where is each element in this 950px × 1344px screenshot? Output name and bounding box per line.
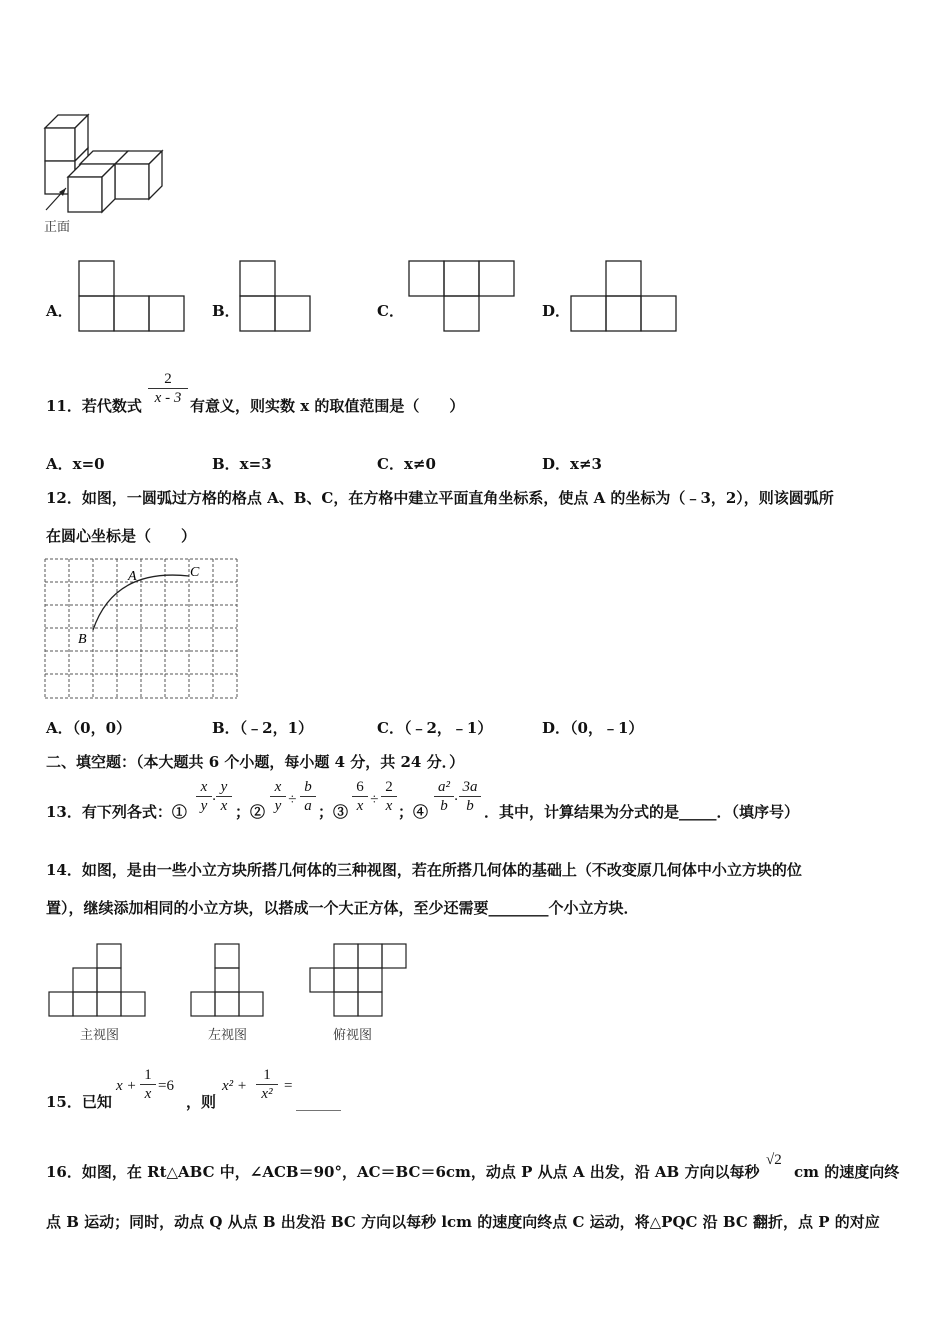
q13-e1-op: ·: [212, 792, 216, 808]
q10-option-d-label: D．: [542, 302, 571, 320]
q14-stem-line1: 14．如图，是由一些小立方块所搭几何体的三种视图，若在所搭几何体的基础上（不改变原几何体中小立方块的位: [46, 861, 802, 879]
q13-e1-d2: x: [220, 798, 228, 814]
q13-e4-op: ·: [454, 792, 458, 808]
q13-e1-n1: x: [196, 778, 212, 797]
q14-front-view-label: 主视图: [80, 1028, 120, 1043]
q12-option-c[interactable]: C．（﹣2，﹣1）: [377, 719, 493, 737]
q11-stem-pre: 11．若代数式: [46, 397, 142, 415]
q16-line1-pre: 16．如图，在 Rt△ABC 中，∠ACB＝90°，AC＝BC＝6cm，动点 P 从点 A 出发，沿 AB 方向以每秒: [46, 1163, 760, 1181]
q16-line2: 点 B 运动；同时，动点 Q 从点 B 出发沿 BC 方向以每秒 lcm 的速度向终点 C 运动，将△PQC 沿 BC 翻折，点 P 的对应: [46, 1213, 880, 1231]
q14-left-view-label: 左视图: [208, 1028, 248, 1043]
q15-answer-blank[interactable]: ______: [296, 1093, 341, 1111]
q13-e4-d1: b: [440, 798, 448, 814]
q15-lhs-den: x: [144, 1086, 152, 1102]
q11-option-a[interactable]: A．x=0: [46, 455, 105, 473]
q10-option-a-label: A．: [46, 302, 73, 320]
q13-e3-d2: x: [385, 798, 393, 814]
q15-lhs-x: x +: [116, 1078, 137, 1094]
q13-e3-d1: x: [356, 798, 364, 814]
q12-option-d[interactable]: D．（0，﹣1）: [542, 719, 644, 737]
q12-grid-figure: [44, 558, 238, 700]
q13-e1-frac1: [196, 778, 212, 815]
q11-frac-num: 2: [148, 370, 188, 389]
q13-stem-post: ．其中，计算结果为分式的是_____．（填序号）: [484, 803, 800, 821]
q13-e1-frac2: [216, 778, 232, 815]
q10-option-a-figure[interactable]: [78, 260, 186, 332]
q15-rhs-eq: =: [284, 1078, 293, 1094]
q14-top-view-label: 俯视图: [333, 1028, 373, 1043]
q13-connector-3: ；③: [318, 803, 349, 821]
q13-e4-frac2: [459, 778, 481, 815]
q14-top-view: [309, 943, 409, 1017]
q13-e2-d2: a: [304, 798, 312, 814]
q14-front-view: [48, 943, 148, 1017]
q15-rhs-x: x² +: [222, 1078, 248, 1094]
q13-e4-n2: 3a: [459, 778, 481, 797]
q13-e3-n2: 2: [381, 778, 397, 797]
q16-sqrt: √2: [766, 1152, 782, 1168]
q16-line1-post: cm 的速度向终: [794, 1163, 900, 1181]
q13-connector-4: ；④: [398, 803, 429, 821]
q13-e2-d1: y: [274, 798, 282, 814]
q13-e2-op: ÷: [288, 792, 297, 808]
q12-option-a[interactable]: A．（0，0）: [46, 719, 132, 737]
q13-e1-n2: y: [216, 778, 232, 797]
q12-point-c: C: [190, 565, 200, 580]
q12-stem-line2: 在圆心坐标是（ ）: [46, 527, 197, 545]
q15-lhs-eq: =6: [158, 1078, 174, 1094]
q15-rhs-den: x²: [261, 1086, 273, 1102]
q13-e2-frac1: [270, 778, 286, 815]
q10-option-b-figure[interactable]: [239, 260, 311, 332]
q15-rhs-fraction: [256, 1066, 278, 1103]
q12-option-b[interactable]: B．（﹣2，1）: [212, 719, 314, 737]
q13-e4-d2: b: [466, 798, 474, 814]
q13-e3-frac2: [381, 778, 397, 815]
q12-stem-line1: 12．如图，一圆弧过方格的格点 A、B、C，在方格中建立平面直角坐标系，使点 A 的坐标为（﹣3，2），则该圆弧所: [46, 489, 834, 507]
q12-point-a: A: [128, 569, 137, 584]
q13-e4-n1: a²: [434, 778, 454, 797]
q13-connector-2: ；②: [235, 803, 266, 821]
front-label: 正面: [44, 220, 71, 235]
q11-stem-post: 有意义，则实数 x 的取值范围是（ ）: [190, 397, 465, 415]
q13-e3-n1: 6: [352, 778, 368, 797]
q13-e3-frac1: [352, 778, 368, 815]
q11-fraction: [148, 370, 188, 407]
q13-stem-pre: 13．有下列各式：①: [46, 803, 187, 821]
q15-stem-pre: 15．已知: [46, 1093, 112, 1111]
q13-e4-frac1: [434, 778, 454, 815]
q12-point-b: B: [78, 632, 87, 647]
q10-option-b-label: B．: [212, 302, 240, 320]
q13-e3-op: ÷: [370, 792, 379, 808]
q13-e1-d1: y: [200, 798, 208, 814]
q11-option-d[interactable]: D．x≠3: [542, 455, 602, 473]
q14-stem-line2: 置），继续添加相同的小立方块，以搭成一个大正方体，至少还需要________个小立方块．: [46, 899, 639, 917]
q15-lhs-fraction: [140, 1066, 156, 1103]
q15-rhs-num: 1: [256, 1066, 278, 1085]
q10-option-c-figure[interactable]: [408, 260, 516, 332]
q14-left-view: [190, 943, 266, 1017]
section2-heading: 二、填空题：（本大题共 6 个小题，每小题 4 分，共 24 分．）: [46, 753, 465, 771]
q11-option-c[interactable]: C．x≠0: [377, 455, 436, 473]
q15-lhs-num: 1: [140, 1066, 156, 1085]
q13-e2-n1: x: [270, 778, 286, 797]
q15-mid: ，则: [186, 1093, 217, 1111]
q11-option-b[interactable]: B．x=3: [212, 455, 272, 473]
q13-e2-n2: b: [300, 778, 316, 797]
q11-frac-den: x - 3: [154, 390, 182, 406]
q10-option-d-figure[interactable]: [570, 260, 678, 332]
q13-e2-frac2: [300, 778, 316, 815]
q10-option-c-label: C．: [377, 302, 404, 320]
